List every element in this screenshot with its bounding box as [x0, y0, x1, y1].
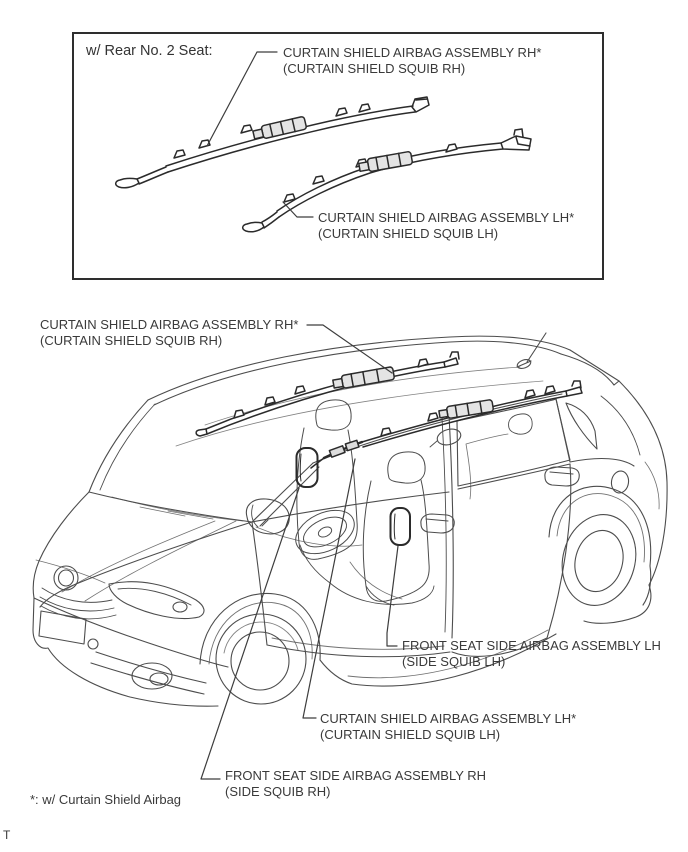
label-car-curtain-lh [320, 711, 576, 743]
label-line: (CURTAIN SHIELD SQUIB LH) [318, 226, 499, 241]
fog-lamp [132, 663, 172, 689]
label-line: FRONT SEAT SIDE AIRBAG ASSEMBLY LH [402, 638, 661, 653]
car-squib-rh [332, 367, 394, 390]
page-letter: T [3, 828, 11, 842]
label-seat-airbag-lh [402, 638, 661, 670]
label-line: CURTAIN SHIELD AIRBAG ASSEMBLY LH* [320, 711, 577, 726]
leader-car-curtain-rh [307, 325, 392, 373]
label-line: CURTAIN SHIELD AIRBAG ASSEMBLY RH* [283, 45, 542, 60]
label-car-curtain-rh [40, 317, 298, 349]
leader-seat-rh [201, 488, 299, 779]
car-squib-lh [438, 399, 493, 419]
headlight [109, 582, 204, 619]
steering-wheel [289, 502, 361, 563]
leader-car-curtain-lh [303, 459, 355, 718]
side-airbag-module-lh [391, 508, 411, 545]
label-line: FRONT SEAT SIDE AIRBAG ASSEMBLY RH [225, 768, 487, 783]
inset-title: w/ Rear No. 2 Seat: [86, 43, 213, 59]
label-line: (CURTAIN SHIELD SQUIB RH) [283, 61, 466, 76]
label-seat-airbag-rh [225, 768, 486, 800]
rear-wheel [549, 486, 651, 613]
front-wheel [200, 593, 320, 704]
label-line: (CURTAIN SHIELD SQUIB RH) [40, 333, 223, 348]
footnote-curtain-shield-airbag: *: w/ Curtain Shield Airbag [30, 792, 182, 807]
label-inset-curtain-rh [283, 45, 541, 77]
far-mirror [435, 427, 462, 448]
label-line: CURTAIN SHIELD AIRBAG ASSEMBLY LH* [318, 210, 575, 225]
label-inset-curtain-lh [318, 210, 574, 242]
label-line: (SIDE SQUIB LH) [402, 654, 506, 669]
fuel-door [610, 470, 630, 494]
label-line: CURTAIN SHIELD AIRBAG ASSEMBLY RH* [40, 317, 299, 332]
label-line: (CURTAIN SHIELD SQUIB LH) [320, 727, 501, 742]
rear-door-handle [545, 467, 579, 486]
label-line: (SIDE SQUIB RH) [225, 784, 331, 799]
